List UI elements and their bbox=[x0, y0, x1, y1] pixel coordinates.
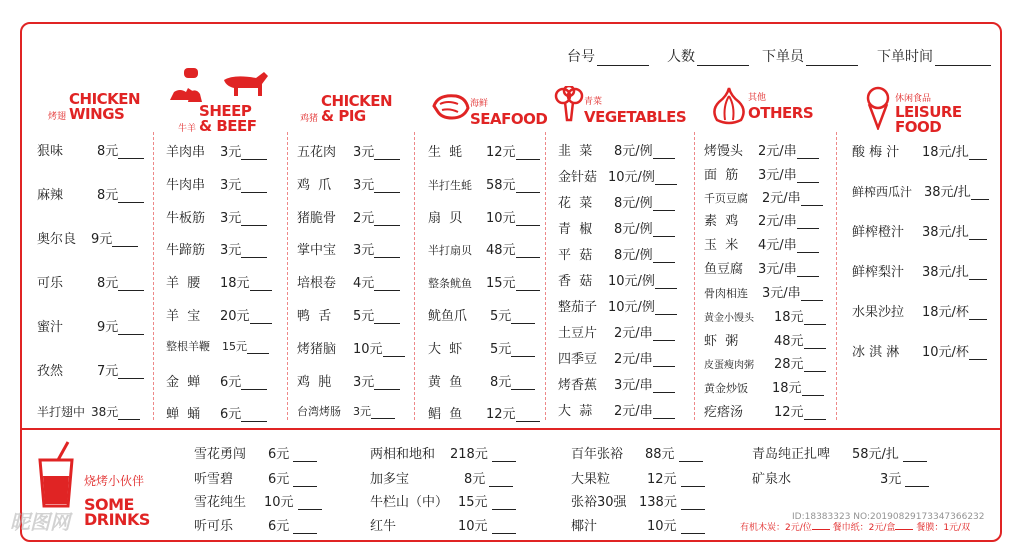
menu-item[interactable]: 金针菇 10元/例 bbox=[558, 166, 677, 185]
menu-item[interactable]: 鲜榨梨汁 38元/扎 bbox=[852, 261, 987, 280]
menu-item[interactable]: 鸭 舌 5元 bbox=[297, 305, 400, 324]
menu-item[interactable]: 鲳 鱼 12元 bbox=[428, 403, 540, 422]
drink-item[interactable]: 青岛纯正扎啤 58元/扎 bbox=[752, 443, 927, 462]
drink-item[interactable]: 听可乐 6元 bbox=[194, 515, 317, 534]
menu-item[interactable]: 金 蝉 6元 bbox=[166, 371, 267, 390]
menu-item[interactable]: 牛板筋 3元 bbox=[166, 207, 267, 226]
menu-item[interactable]: 狠味 8元 bbox=[37, 140, 144, 159]
menu-item[interactable]: 台湾烤肠 3元 bbox=[297, 403, 395, 419]
menu-item[interactable]: 牛蹄筋 3元 bbox=[166, 239, 267, 258]
field-order-time[interactable]: 下单时间 bbox=[877, 46, 991, 66]
field-guests[interactable]: 人数 bbox=[667, 46, 749, 66]
menu-item[interactable]: 半打翅中 38元 bbox=[37, 403, 140, 420]
menu-item[interactable]: 青 椒 8元/例 bbox=[558, 218, 675, 237]
category-chicken-wings: 烤翅CHICKEN WINGS bbox=[48, 90, 141, 123]
menu-item[interactable]: 可乐 8元 bbox=[37, 272, 144, 291]
drink-item[interactable]: 两相和地和 218元 bbox=[370, 443, 516, 462]
drink-item[interactable]: 加多宝 8元 bbox=[370, 468, 513, 487]
menu-item[interactable]: 烤馒头 2元/串 bbox=[704, 140, 819, 159]
menu-item[interactable]: 猪脆骨 2元 bbox=[297, 207, 400, 226]
menu-item[interactable]: 大 虾 5元 bbox=[428, 338, 535, 357]
menu-item[interactable]: 千页豆腐 2元/串 bbox=[704, 187, 823, 206]
category-others: 其他 OTHERS bbox=[748, 93, 814, 122]
menu-item[interactable]: 烤猪脑 10元 bbox=[297, 338, 405, 357]
menu-item[interactable]: 麻辣 8元 bbox=[37, 184, 144, 203]
category-chicken-pig: 鸡猪CHICKEN & PIG bbox=[300, 92, 393, 125]
drink-cup-icon bbox=[36, 440, 76, 510]
menu-item[interactable]: 鸡 爪 3元 bbox=[297, 174, 400, 193]
menu-item[interactable]: 整茄子 10元/例 bbox=[558, 296, 677, 315]
menu-item[interactable]: 掌中宝 3元 bbox=[297, 239, 400, 258]
menu-item[interactable]: 培根卷 4元 bbox=[297, 272, 400, 291]
menu-item[interactable]: 虾 粥 48元 bbox=[704, 330, 826, 349]
category-vegetables: 青菜 VEGETABLES bbox=[584, 97, 687, 126]
menu-item[interactable]: 蜜汁 9元 bbox=[37, 316, 144, 335]
column-divider bbox=[836, 132, 837, 420]
menu-item[interactable]: 鱿鱼爪 5元 bbox=[428, 305, 535, 324]
category-seafood: 海鲜 SEAFOOD bbox=[470, 99, 548, 128]
menu-item[interactable]: 烤香蕉 3元/串 bbox=[558, 374, 675, 393]
menu-item[interactable]: 牛肉串 3元 bbox=[166, 174, 267, 193]
ice-cream-icon bbox=[864, 86, 892, 130]
menu-item[interactable]: 韭 菜 8元/例 bbox=[558, 140, 675, 159]
menu-item[interactable]: 整根羊鞭 15元 bbox=[166, 338, 269, 354]
menu-item[interactable]: 半打扇贝 48元 bbox=[428, 239, 540, 258]
menu-item[interactable]: 香 菇 10元/例 bbox=[558, 270, 677, 289]
drink-item[interactable]: 大果粒 12元 bbox=[571, 468, 705, 487]
menu-item[interactable]: 羊 腰 18元 bbox=[166, 272, 272, 291]
menu-item[interactable]: 酸 梅 汁 18元/扎 bbox=[852, 141, 987, 160]
menu-item[interactable]: 花 菜 8元/例 bbox=[558, 192, 675, 211]
menu-item[interactable]: 面 筋 3元/串 bbox=[704, 164, 819, 183]
drink-item[interactable]: 椰汁 10元 bbox=[571, 515, 705, 534]
drink-item[interactable]: 张裕30强 138元 bbox=[571, 491, 705, 510]
drink-item[interactable]: 听雪碧 6元 bbox=[194, 468, 317, 487]
sheep-beef-icon bbox=[168, 66, 272, 106]
menu-item[interactable]: 疙瘩汤 12元 bbox=[704, 401, 826, 420]
menu-item[interactable]: 羊 宝 20元 bbox=[166, 305, 272, 324]
drink-item[interactable]: 红牛 10元 bbox=[370, 515, 516, 534]
service-charges-note: 有机木炭：2元/位 餐巾纸：2元/盒 餐膜：1元/双 bbox=[740, 523, 971, 533]
shrimp-icon bbox=[426, 90, 470, 122]
column-divider bbox=[694, 132, 695, 420]
field-table-no[interactable]: 台号 bbox=[567, 46, 649, 66]
field-waiter[interactable]: 下单员 bbox=[762, 46, 858, 66]
drink-item[interactable]: 矿泉水 3元 bbox=[752, 468, 929, 487]
section-divider bbox=[22, 428, 1000, 430]
menu-item[interactable]: 鲜榨橙汁 38元/扎 bbox=[852, 221, 987, 240]
menu-item[interactable]: 黄金炒饭 18元 bbox=[704, 377, 824, 396]
menu-item[interactable]: 冰 淇 淋 10元/杯 bbox=[852, 341, 987, 360]
menu-item[interactable]: 奥尔良 9元 bbox=[37, 228, 138, 247]
category-leisure-food: 休闲食品 LEISURE FOOD bbox=[895, 94, 962, 136]
menu-item[interactable]: 生 蚝 12元 bbox=[428, 141, 540, 160]
menu-item[interactable]: 蝉 蛹 6元 bbox=[166, 403, 267, 422]
menu-item[interactable]: 水果沙拉 18元/杯 bbox=[852, 301, 987, 320]
drink-item[interactable]: 百年张裕 88元 bbox=[571, 443, 703, 462]
menu-item[interactable]: 骨肉相连 3元/串 bbox=[704, 282, 823, 301]
column-divider bbox=[287, 132, 288, 420]
column-divider bbox=[153, 132, 154, 420]
menu-item[interactable]: 鲜榨西瓜汁 38元/扎 bbox=[852, 181, 989, 200]
menu-item[interactable]: 扇 贝 10元 bbox=[428, 207, 540, 226]
menu-item[interactable]: 五花肉 3元 bbox=[297, 141, 400, 160]
menu-item[interactable]: 孜然 7元 bbox=[37, 360, 144, 379]
menu-item[interactable]: 羊肉串 3元 bbox=[166, 141, 267, 160]
drink-item[interactable]: 牛栏山（中） 15元 bbox=[370, 491, 516, 510]
drinks-title: 烧烤小伙伴 SOME DRINKS bbox=[84, 474, 150, 529]
menu-item[interactable]: 鱼豆腐 3元/串 bbox=[704, 258, 819, 277]
menu-item[interactable]: 整条鱿鱼 15元 bbox=[428, 272, 540, 291]
menu-item[interactable]: 平 菇 8元/例 bbox=[558, 244, 675, 263]
drink-item[interactable]: 雪花勇闯 6元 bbox=[194, 443, 317, 462]
menu-item[interactable]: 四季豆 2元/串 bbox=[558, 348, 675, 367]
menu-item[interactable]: 鸡 肫 3元 bbox=[297, 371, 400, 390]
garlic-icon bbox=[710, 86, 748, 126]
column-divider bbox=[545, 132, 546, 420]
menu-item[interactable]: 黄金小馒头 18元 bbox=[704, 306, 826, 325]
watermark-id: ID:18383323 NO:20190829173347366232 bbox=[792, 512, 985, 522]
column-divider bbox=[414, 132, 415, 420]
drink-item[interactable]: 雪花纯生 10元 bbox=[194, 491, 322, 510]
watermark-logo: 昵图网 bbox=[10, 510, 70, 534]
menu-item[interactable]: 玉 米 4元/串 bbox=[704, 234, 819, 253]
menu-item[interactable]: 皮蛋瘦肉粥 28元 bbox=[704, 353, 826, 372]
menu-item[interactable]: 大 蒜 2元/串 bbox=[558, 400, 675, 419]
menu-item[interactable]: 半打生蚝 58元 bbox=[428, 174, 540, 193]
menu-item[interactable]: 素 鸡 2元/串 bbox=[704, 210, 819, 229]
menu-item[interactable]: 黄 鱼 8元 bbox=[428, 371, 535, 390]
category-sheep-beef: 牛羊SHEEP & BEEF bbox=[178, 102, 257, 135]
menu-item[interactable]: 土豆片 2元/串 bbox=[558, 322, 675, 341]
broccoli-icon bbox=[554, 86, 584, 122]
